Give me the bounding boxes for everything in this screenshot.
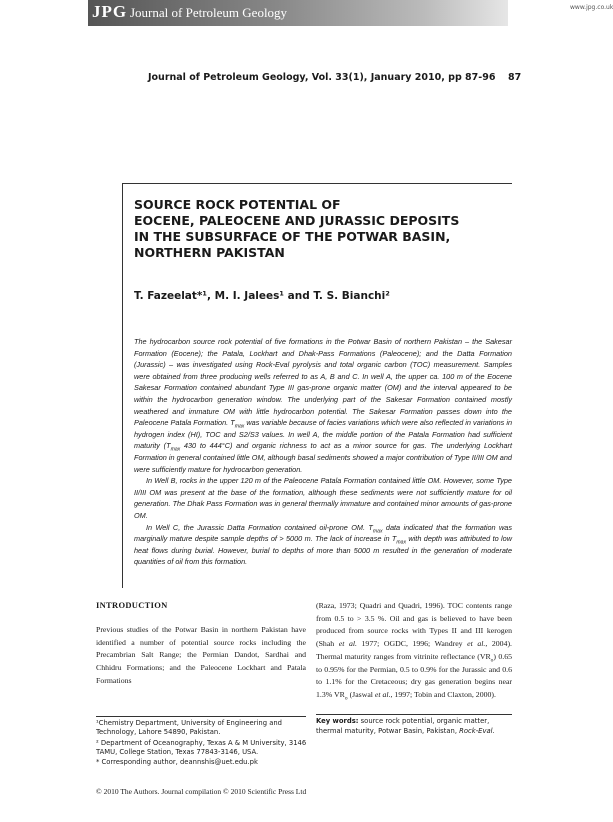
section-heading-introduction: INTRODUCTION: [96, 600, 168, 610]
keywords-label: Key words:: [316, 717, 359, 725]
title-line: IN THE SUBSURFACE OF THE POTWAR BASIN,: [134, 229, 451, 244]
keywords: Key words: source rock potential, organic matter, thermal maturity, Potwar Basin, Pakistan, Rock-Eval.: [316, 717, 495, 735]
abstract-paragraph: The hydrocarbon source rock potential of five formations in the Potwar Basin of northern Pakistan – the Sakesar Formation (Eocene); the Patala, Lockhart and Dhak-Pass Formations (Paleocene); and the Datta Formation (Jurassic) – was investigated using Rock-Eval pyrolysis and total organic carbon (TOC) measurement. Samples were obtained from three producing wells referred to as A, B and C. In well A, the upper ca. 100 m of the Eocene Sakesar Formation contained abundant Type III gas-prone organic matter (OM) and the interval appeared to be within the hydrocarbon generation window. The underlying part of the Sakesar Formation contained mostly weathered and immature OM with little hydrocarbon potential. The Sakesar Formation passes down into the Paleocene Patala Formation. $T_{max}$ was variable because of facies variations which were also reflected in variations in hydrogen index (HI), TOC and S2/S3 values. In well A, the middle portion of the Patala Formation had sufficient maturity ($T_{max}$ 430 to 444°C) and organic richness to act as a minor source for gas. The underlying Lockhart Formation in general contained little OM, although basal sediments showed a major contribution of Type II/III OM and were sufficiently mature for hydrocarbon generation.: [134, 337, 513, 474]
running-head: Journal of Petroleum Geology, Vol. 33(1), January 2010, pp 87-96: [148, 72, 496, 83]
journal-banner: [88, 0, 613, 26]
footnote-affiliation-1: ¹Chemistry Department, University of Engineering and Technology, Lahore 54890, Pakistan.: [96, 719, 282, 737]
footnotes: [96, 719, 310, 768]
author-list: T. Fazeelat*¹, M. I. Jalees¹ and T. S. Bianchi²: [134, 290, 390, 302]
title-line: EOCENE, PALEOCENE AND JURASSIC DEPOSITS: [134, 213, 460, 228]
body-paragraph: Previous studies of the Potwar Basin in northern Pakistan have identified a number of potential source rocks including the Precambrian Salt Range; the Permian Dandot, Sardhai and Chhidru Formations; and the Paleocene Lockhart and Patala Formations: [96, 625, 306, 685]
keywords-rule: [316, 714, 512, 715]
journal-url[interactable]: www.jpg.co.uk: [570, 4, 613, 11]
title-line: NORTHERN PAKISTAN: [134, 245, 285, 260]
journal-logo: JPG: [92, 2, 128, 21]
abstract: [134, 336, 512, 568]
introduction-left-column: [96, 624, 306, 688]
page-number: 87: [508, 72, 522, 83]
footnote-rule: [96, 716, 306, 717]
journal-banner-title: Journal of Petroleum Geology: [130, 5, 288, 20]
title-left-rule: [122, 183, 123, 588]
body-paragraph: (Raza, 1973; Quadri and Quadri, 1996). TOC contents range from 0.5 to > 3.5 %. Oil and gas is believed to have been produced from source rocks with Types II and III kerogen (Shah et al. 1977; OGDC, 1996; Wandrey et al., 2004). Thermal maturity ranges from vitrinite reflectance $(VR_o)$ 0.65 to 0.95% for the Permian, 0.5 to 0.9% for the Jurassic and 0.6 to 1.1% for the Cretaceous; dry gas generation begins near 1.3% $VR_o$ (Jaswal et al., 1997; Tobin and Claxton, 2000).: [316, 601, 512, 702]
introduction-right-column: [316, 600, 512, 702]
footnote-affiliation-2: ² Department of Oceanography, Texas A & M University, 3146 TAMU, College Station, Texas 77843-3146, USA.: [96, 738, 307, 756]
abstract-paragraph: In Well C, the Jurassic Datta Formation contained oil-prone OM. $T_{max}$ data indicated that the formation was marginally mature despite sample depths of > 5000 m. The lack of increase in $T_{max}$ with depth was attributed to low heat flows during burial. However, burial to depths of more than 5000 m resulted in the generation of moderate quantities of oil from this formation.: [134, 522, 512, 567]
title-line: SOURCE ROCK POTENTIAL OF: [134, 197, 341, 212]
footnote-corresponding-author[interactable]: * Corresponding author, deannshis@uet.edu.pk: [96, 758, 258, 767]
article-title: [134, 197, 494, 261]
abstract-paragraph: In Well B, rocks in the upper 120 m of the Paleocene Patala Formation contained little OM. However, some Type II/III OM was present at the base of the formation, although these sediments were not sufficiently mature for oil generation. The Dhak Pass Formation was in general thermally immature and contained minor amounts of gas-prone OM.: [134, 476, 512, 520]
copyright-notice: © 2010 The Authors. Journal compilation © 2010 Scientific Press Ltd: [96, 787, 307, 796]
title-top-rule: [122, 183, 512, 184]
